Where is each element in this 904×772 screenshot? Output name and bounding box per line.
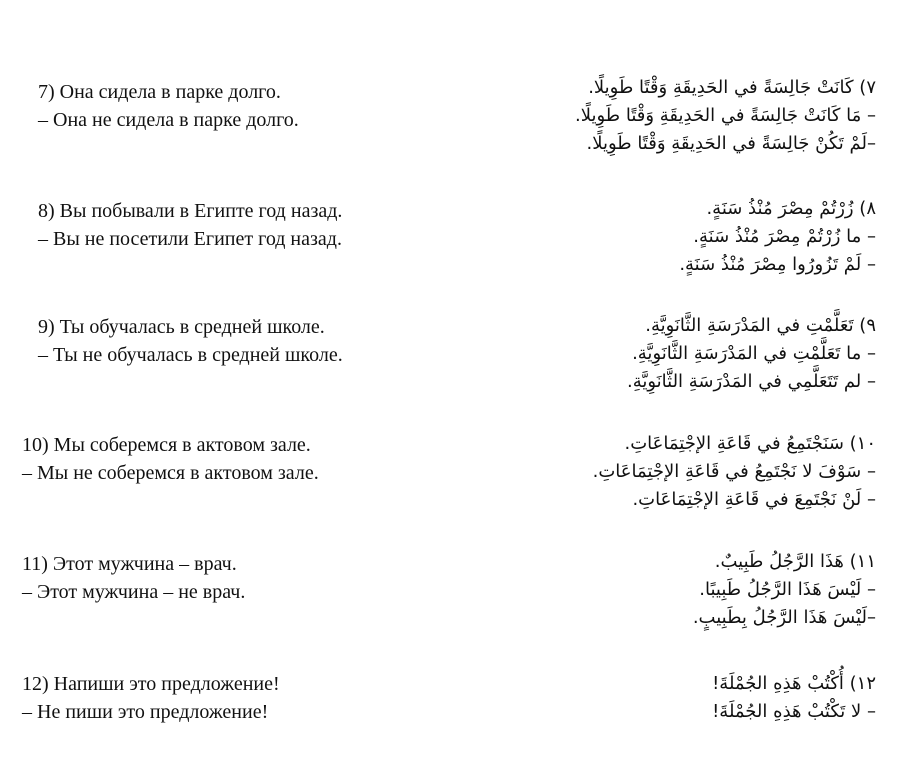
- russian-block: [22, 670, 280, 726]
- russian-block: [38, 313, 343, 369]
- russian-negative: – Вы не посетили Египет год назад.: [38, 228, 342, 250]
- russian-block: [38, 78, 299, 134]
- arabic-negative-laysa-bi: –لَيْسَ هَذَا الرَّجُلُ بِطَبِيبٍ.: [692, 607, 876, 628]
- arabic-block: [575, 74, 876, 158]
- russian-block: [22, 550, 245, 606]
- russian-negative: – Она не сидела в парке долго.: [38, 109, 299, 131]
- arabic-negative-lan: – لَنْ نَجْتَمِعَ في قَاعَةِ الإجْتِمَاعَاتِ.: [632, 489, 876, 510]
- arabic-affirmative: ١٢) أُكْتُبْ هَذِهِ الجُمْلَةَ!: [712, 673, 876, 694]
- russian-negative: – Мы не соберемся в актовом зале.: [22, 462, 319, 484]
- arabic-block: [679, 195, 876, 279]
- arabic-block: [712, 670, 876, 726]
- russian-negative: – Ты не обучалась в средней школе.: [38, 344, 343, 366]
- arabic-affirmative: ١٠) سَنَجْتَمِعُ في قَاعَةِ الإجْتِمَاعَاتِ.: [624, 433, 876, 454]
- arabic-negative-ma: – ما زُرْتُمْ مِصْرَ مُنْذُ سَنَةٍ.: [693, 226, 876, 247]
- russian-block: [38, 197, 342, 253]
- russian-affirmative: 9) Ты обучалась в средней школе.: [38, 316, 325, 338]
- arabic-negative-laysa: – لَيْسَ هَذَا الرَّجُلُ طَبِيبًا.: [699, 579, 876, 600]
- arabic-negative-lam: –لَمْ تَكُنْ جَالِسَةً في الحَدِيقَةِ وَقْتًا طَوِيلًا.: [586, 133, 876, 154]
- russian-block: [22, 431, 319, 487]
- arabic-affirmative: ٧) كَانَتْ جَالِسَةً في الحَدِيقَةِ وَقْتًا طَوِيلًا.: [588, 77, 876, 98]
- arabic-affirmative: ٩) تَعَلَّمْتِ في المَدْرَسَةِ الثَّانَوِيَّةِ.: [645, 315, 876, 336]
- arabic-negative-lam: – لم تَتَعَلَّمِي في المَدْرَسَةِ الثَّانَوِيَّةِ.: [626, 371, 876, 392]
- russian-affirmative: 11) Этот мужчина – врач.: [22, 553, 237, 575]
- arabic-block: [693, 548, 876, 632]
- russian-affirmative: 12) Напиши это предложение!: [22, 673, 280, 695]
- arabic-negative-ma: – مَا كَانَتْ جَالِسَةً في الحَدِيقَةِ وَقْتًا طَوِيلًا.: [575, 105, 876, 126]
- arabic-affirmative: ٨) زُرْتُمْ مِصْرَ مُنْذُ سَنَةٍ.: [706, 198, 876, 219]
- arabic-negative-lam: – لَمْ تَزُورُوا مِصْرَ مُنْذُ سَنَةٍ.: [679, 254, 876, 275]
- russian-affirmative: 10) Мы соберемся в актовом зале.: [22, 434, 311, 456]
- russian-affirmative: 7) Она сидела в парке долго.: [38, 81, 281, 103]
- arabic-negative-ma: – ما تَعَلَّمْتِ في المَدْرَسَةِ الثَّانَوِيَّةِ.: [632, 343, 876, 364]
- arabic-block: [627, 312, 876, 396]
- russian-negative: – Этот мужчина – не врач.: [22, 581, 246, 603]
- arabic-block: [593, 430, 876, 514]
- russian-negative: – Не пиши это предложение!: [22, 701, 269, 723]
- russian-affirmative: 8) Вы побывали в Египте год назад.: [38, 200, 343, 222]
- arabic-affirmative: ١١) هَذَا الرَّجُلُ طَبِيبٌ.: [714, 551, 876, 572]
- arabic-negative-la: – لا تَكْتُبْ هَذِهِ الجُمْلَةَ!: [712, 701, 876, 722]
- arabic-negative-sawfa: – سَوْفَ لا نَجْتَمِعُ في قَاعَةِ الإجْتِمَاعَاتِ.: [592, 461, 876, 482]
